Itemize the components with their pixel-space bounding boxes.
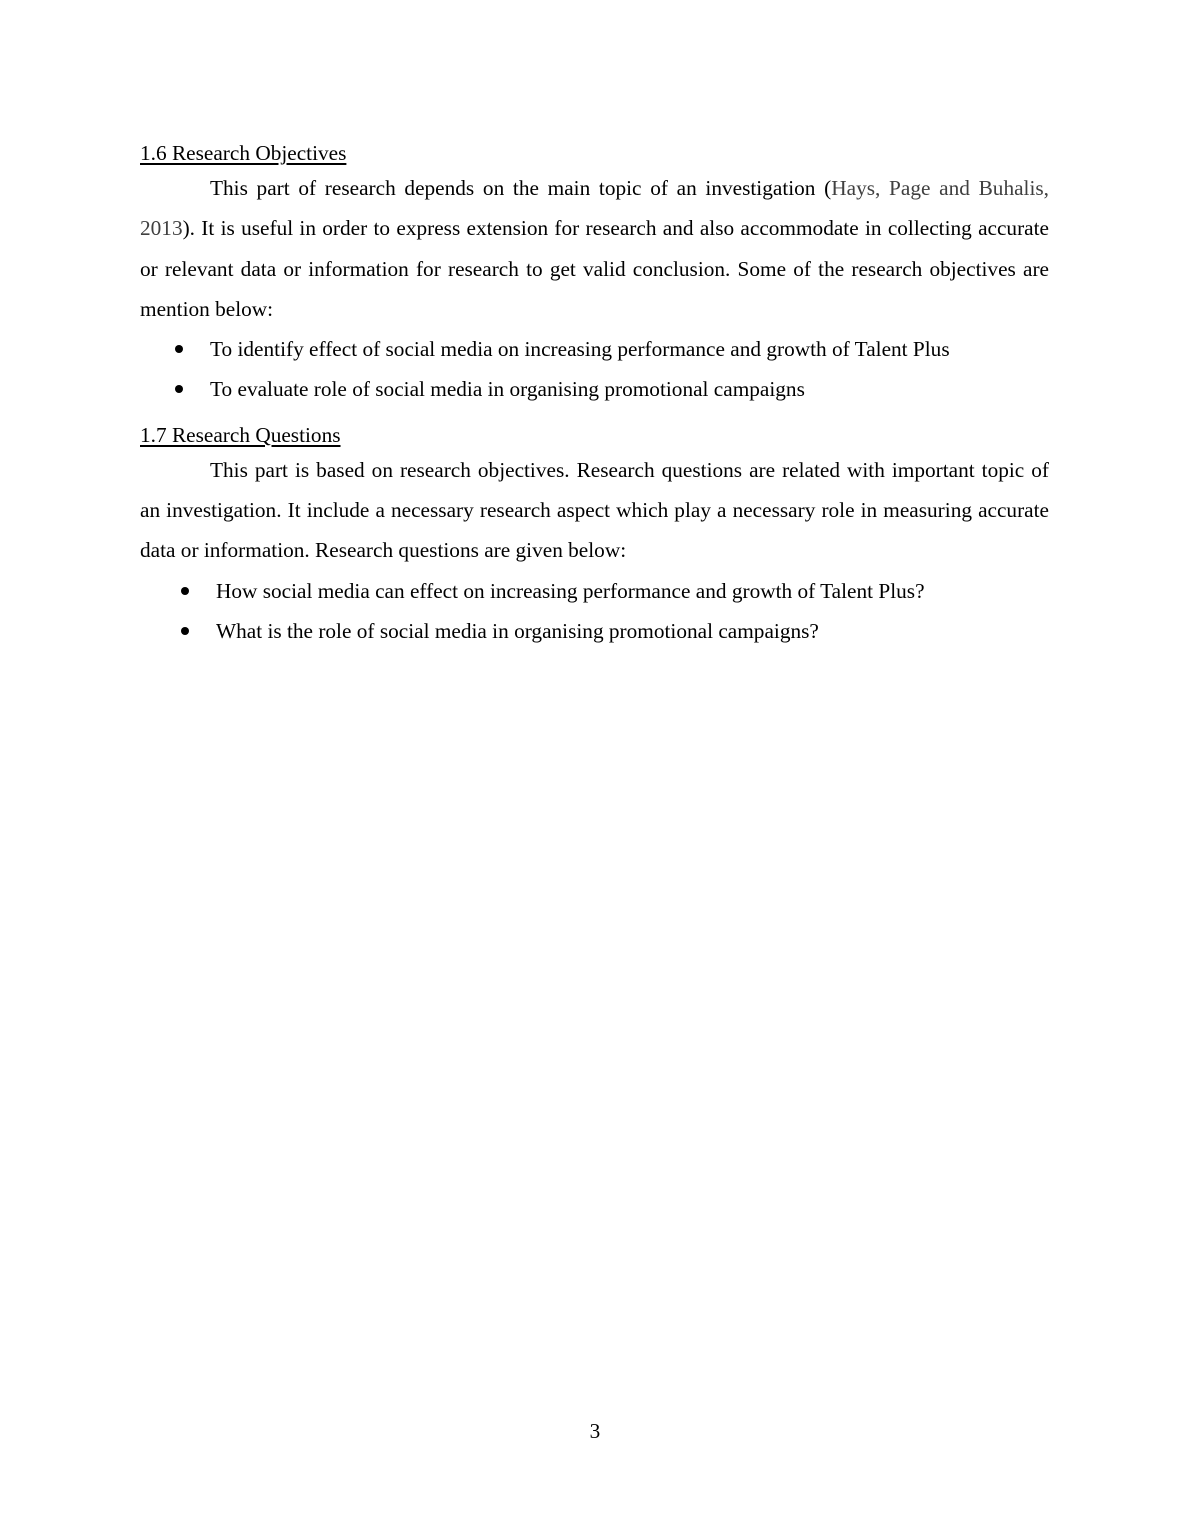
objective-text: To evaluate role of social media in organising promotional campaigns xyxy=(210,377,805,402)
list-item xyxy=(140,329,1049,369)
objectives-paragraph xyxy=(140,168,1049,329)
question-text: What is the role of social media in organising promotional campaigns? xyxy=(216,618,819,643)
objectives-text-end: ). It is useful in order to express extension for research and also accommodate in collecting accurate or relevant data or information for research to get valid conclusion. Some of the research objectives are mention below: xyxy=(140,216,1049,321)
objectives-list xyxy=(140,329,1049,410)
questions-list xyxy=(140,571,1049,652)
bullet-icon xyxy=(181,587,189,595)
heading-research-objectives: 1.6 Research Objectives xyxy=(140,141,347,165)
list-item xyxy=(140,571,1049,611)
section-spacer xyxy=(140,410,1049,420)
citation: Hays, Page and Buhalis, 2013 xyxy=(140,176,1049,241)
page-content xyxy=(140,138,1049,651)
list-item xyxy=(140,369,1049,409)
bullet-icon xyxy=(175,385,183,393)
question-text: How social media can effect on increasing performance and growth of Talent Plus? xyxy=(216,578,925,603)
bullet-icon xyxy=(181,627,189,635)
bullet-icon xyxy=(175,345,183,353)
list-item xyxy=(140,611,1049,651)
objectives-text-start: This part of research depends on the main topic of an investigation ( xyxy=(210,176,832,200)
objective-text: To identify effect of social media on increasing performance and growth of Talent Plus xyxy=(210,337,950,362)
heading-research-questions: 1.7 Research Questions xyxy=(140,422,341,447)
page-number: 3 xyxy=(589,1419,601,1443)
questions-paragraph: This part is based on research objectives. Research questions are related with important topic of an investigation. It include a necessary research aspect which play a necessary role in measuring accurate data or information. Research questions are given below: xyxy=(140,457,1049,563)
